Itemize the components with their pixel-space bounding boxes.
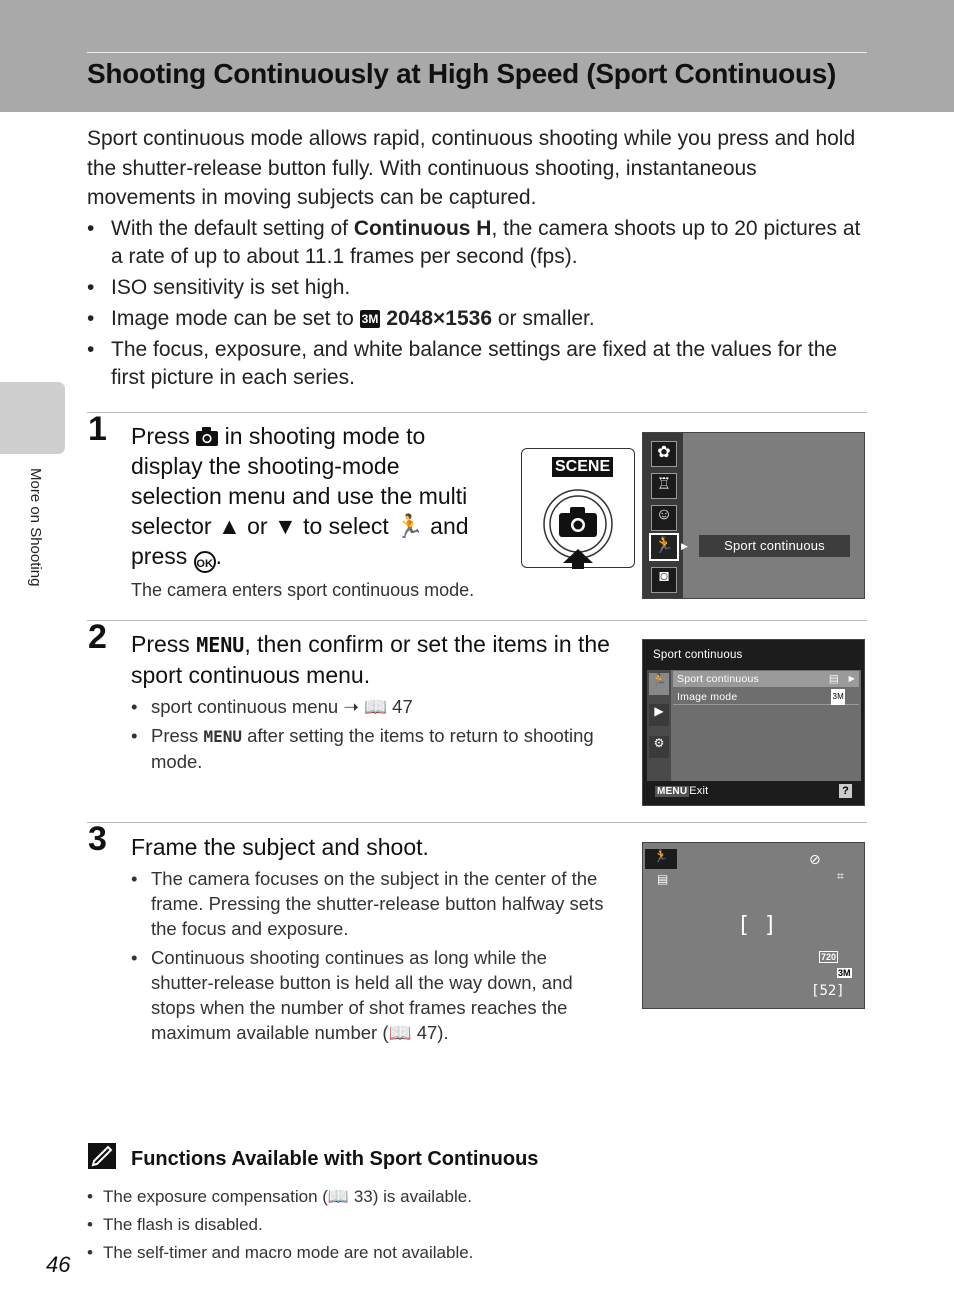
divider [87,620,867,621]
note-icon [88,1143,116,1169]
sport-continuous-mode-icon: 🏃 [645,849,677,869]
note-item: • The flash is disabled. [87,1211,867,1239]
scene-label: SCENE [552,457,613,477]
image-mode-icon: 3M [831,689,845,705]
page-title: Shooting Continuously at High Speed (Sport Continuous) [87,58,837,89]
exit-label: Exit [689,785,709,797]
shooting-mode-button-icon [522,449,636,569]
camera-button-illustration [521,448,635,568]
chevron-right-icon: ▶ [848,674,855,683]
step-2-instruction: Press MENU, then confirm or set the items in the sport continuous menu. [131,631,610,688]
intro-bullet: • ISO sensitivity is set high. [87,274,867,302]
arrow-icon: ➝ [343,696,359,717]
shooting-display-screen [642,842,865,1009]
camera-icon [196,423,218,449]
step-3-bullets [131,866,611,1049]
side-tab [0,382,65,454]
sport-continuous-menu-screen [642,639,865,806]
note-item: • The self-timer and macro mode are not available. [87,1239,867,1267]
selection-arrow-icon: ▶ [681,541,688,551]
menu-button-icon: MENU [657,786,688,797]
down-triangle-icon: ▼ [273,513,297,539]
divider [87,412,867,413]
ok-button-icon: OK [194,551,216,573]
focus-area-brackets: [ ] [737,913,777,938]
intro-bullet: • Image mode can be set to 3M 2048×1536 or smaller. [87,305,867,333]
step-number: 1 [88,410,107,448]
page-number: 46 [46,1252,71,1277]
note-title: Functions Available with Sport Continuous [131,1148,539,1170]
divider [87,822,867,823]
vr-icon: ⌗ [837,869,844,883]
setup-tab-icon[interactable]: ⚙ [649,736,669,758]
page-reference-icon: 📖 [363,696,388,717]
scene-icon: ♖ [651,473,677,499]
auto-mode-icon: ◙ [651,567,677,593]
continuous-h-icon: ▤ [828,673,839,685]
step-2-bullets [131,694,611,778]
step-3-bullet: • Continuous shooting continues as long while the shutter-release button is held all the way down, and stops when the number of shot frames reaches the maximum available number (📖 47). [131,945,611,1045]
step-2-bullet: • Press MENU after setting the items to return to shooting mode. [131,723,611,774]
step-3-heading: Frame the subject and shoot. [131,834,429,860]
image-mode-icon: 3M [838,968,851,978]
intro-bullet: • The focus, exposure, and white balance settings are fixed at the values for the first picture in each series. [87,336,867,392]
remaining-exposures: [52] [811,983,845,999]
step-2-bullet: • sport continuous menu ➝ 📖 47 [131,694,611,719]
shooting-mode-menu-screen [642,432,865,599]
step-3-bullet: • The camera focuses on the subject in the center of the frame. Pressing the shutter-release button halfway sets the focus and exposure. [131,866,611,941]
side-tab-label: More on Shooting [27,468,44,587]
movie-mode-icon: 720 [821,952,837,962]
note-item: • The exposure compensation (📖 33) is available. [87,1183,867,1211]
up-triangle-icon: ▲ [217,513,241,539]
sport-continuous-icon[interactable]: 🏃 [649,533,679,561]
page-reference-icon: 📖 [327,1187,350,1206]
step-1-instruction: Press in shooting mode to display the shooting-mode selection menu and use the multi selector ▲ or ▼ to select 🏃 and press OK . [131,421,496,573]
page-reference-icon: 📖 [388,1022,412,1043]
intro-paragraph: Sport continuous mode allows rapid, continuous shooting while you press and hold the shutter-release button fully. With continuous shooting, instantaneous movements in moving subjects can be captured. [87,127,856,209]
menu-button-icon: MENU [196,633,245,657]
image-mode-3m-icon: 3M [361,312,379,326]
header-rule [87,52,867,53]
sport-tab-icon[interactable]: 🏃 [649,673,669,695]
note-list [87,1183,867,1267]
menu-row-selected[interactable]: Sport continuous ▤ ▶ [673,671,859,687]
selected-mode-label: Sport continuous [699,535,850,557]
sport-continuous-icon: 🏃 [395,513,424,539]
intro-bullet: • With the default setting of Continuous H, the camera shoots up to 20 pictures at a rate of up to about 11.1 frames per second (fps). [87,215,867,271]
intro-bullets [87,215,867,395]
scene-auto-icon: ✿ [651,441,677,467]
page-header [0,0,954,112]
help-icon: ? [839,784,852,798]
step-number: 2 [88,618,107,656]
flash-off-icon: ⊘ [809,851,821,867]
menu-footer [655,785,708,797]
menu-screen-title: Sport continuous [653,649,743,661]
movie-tab-icon[interactable]: ▶ [649,704,669,726]
smart-portrait-icon: ☺ [651,505,677,531]
step-1-note: The camera enters sport continuous mode. [131,580,475,600]
step-number: 3 [88,820,107,858]
menu-button-icon: MENU [203,727,242,746]
continuous-h-icon: ▤ [657,872,669,886]
menu-row[interactable]: Image mode 3M [673,689,859,705]
